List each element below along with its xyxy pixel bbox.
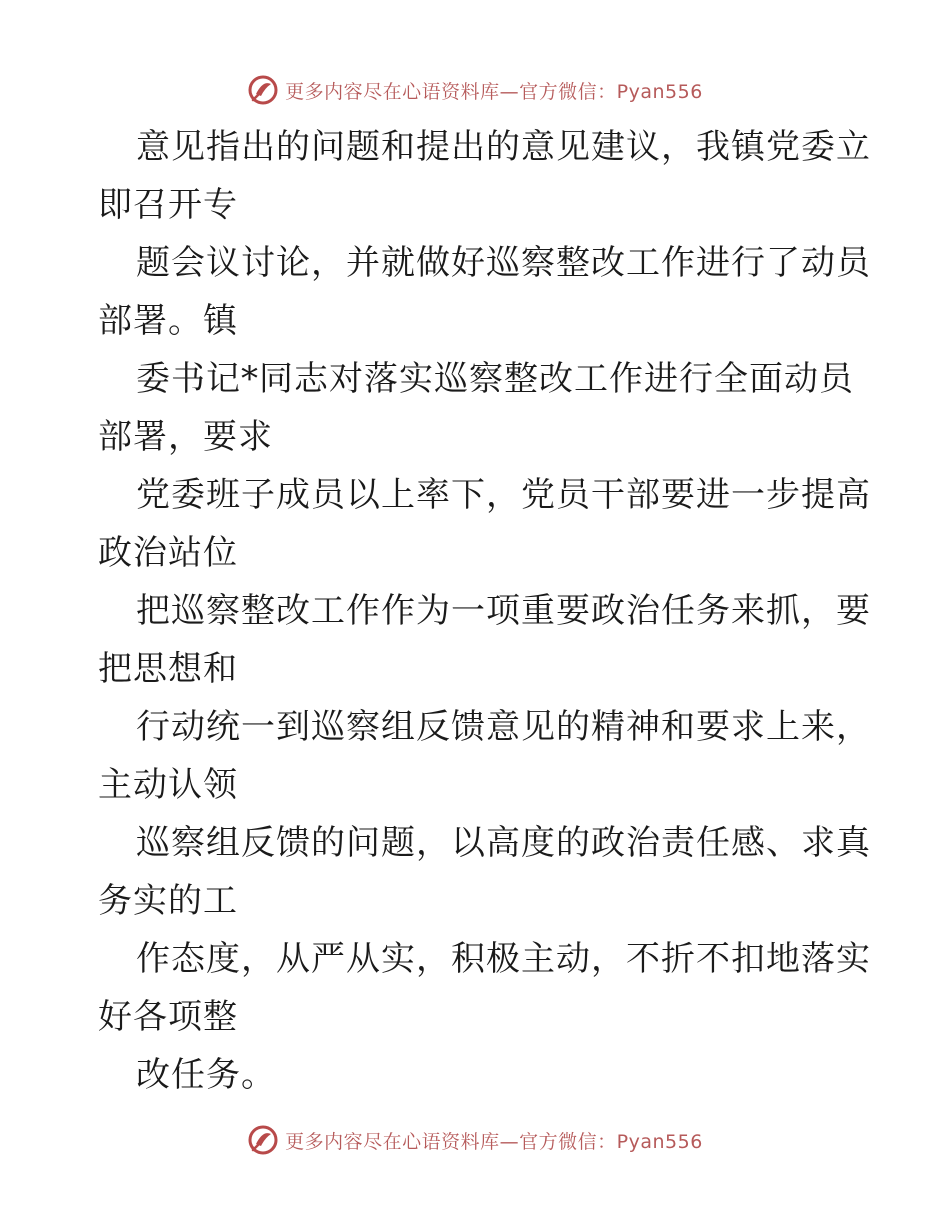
document-body: [98, 118, 871, 1104]
paragraph-line: 巡察组反馈的问题，以高度的政治责任感、求真: [136, 823, 871, 863]
watermark-text: 更多内容尽在心语资料库—官方微信：Pyan556: [285, 80, 703, 103]
paragraph-line: 政治站位: [98, 533, 238, 573]
paragraph-line: 主动认领: [98, 765, 238, 805]
paragraph-line: 务实的工: [98, 881, 238, 921]
paragraph-line: 行动统一到巡察组反馈意见的精神和要求上来，: [136, 707, 871, 747]
paragraph-line: 即召开专: [98, 185, 238, 225]
paragraph-line: 委书记*同志对落实巡察整改工作进行全面动员: [136, 359, 854, 399]
watermark-text: 更多内容尽在心语资料库—官方微信：Pyan556: [285, 1130, 703, 1153]
header-watermark: [0, 70, 950, 110]
footer-watermark: [0, 1120, 950, 1160]
paragraph-line: 把巡察整改工作作为一项重要政治任务来抓，要: [136, 591, 871, 631]
paragraph-line: 改任务。: [136, 1055, 276, 1095]
paragraph-line: 部署，要求: [98, 417, 273, 457]
paragraph-line: 把思想和: [98, 649, 238, 689]
paragraph-line: 意见指出的问题和提出的意见建议，我镇党委立: [136, 127, 871, 167]
paragraph-line: 题会议讨论，并就做好巡察整改工作进行了动员: [136, 243, 871, 283]
brand-logo-icon: [247, 74, 279, 106]
paragraph-line: 党委班子成员以上率下，党员干部要进一步提高: [136, 475, 871, 515]
paragraph-line: 部署。镇: [98, 301, 238, 341]
paragraph-line: 好各项整: [98, 997, 238, 1037]
brand-logo-icon: [247, 1124, 279, 1156]
paragraph-line: 作态度，从严从实，积极主动，不折不扣地落实: [136, 939, 871, 979]
